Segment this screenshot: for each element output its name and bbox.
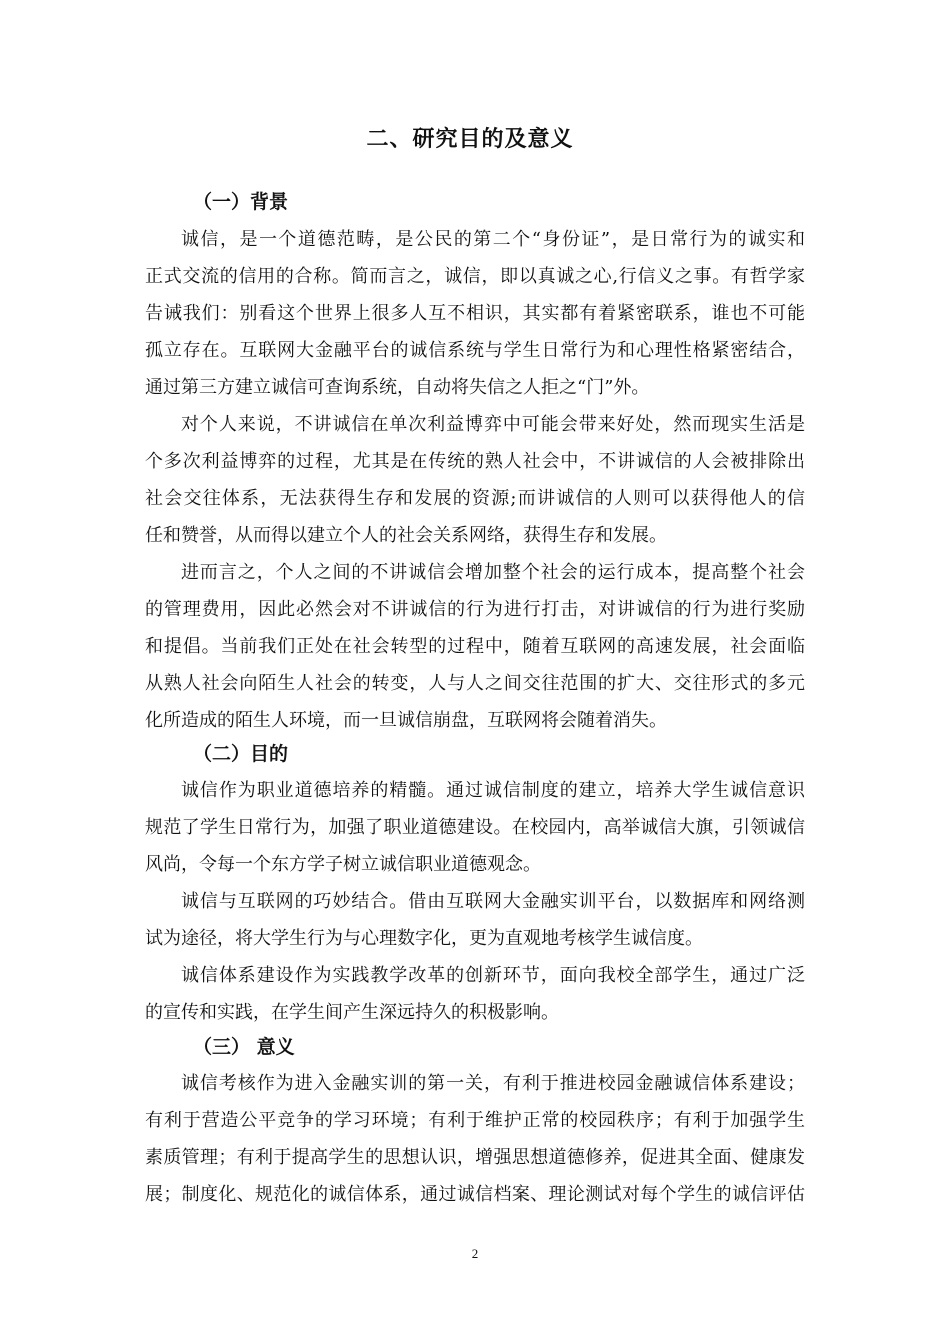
paragraph-line: 的宣传和实践，在学生间产生深远持久的积极影响。 (145, 1002, 559, 1023)
paragraph-line: 进而言之，个人之间的不讲诚信会增加整个社会的运行成本，提高整个社会 (181, 562, 805, 583)
paragraph-line: 规范了学生日常行为，加强了职业道德建设。在校园内，高举诚信大旗，引领诚信 (145, 817, 805, 838)
section-heading-purpose: （二）目的 (193, 743, 289, 765)
paragraph-line: 化所造成的陌生人环境，而一旦诚信崩盘，互联网将会随着消失。 (145, 710, 667, 731)
paragraph-line: 告诫我们：别看这个世界上很多人互不相识，其实都有着紧密联系，谁也不可能 (145, 303, 805, 324)
paragraph-line: 正式交流的信用的合称。简而言之，诚信，即以真诚之心,行信义之事。有哲学家 (145, 266, 805, 287)
paragraph-line: 个多次利益博弈的过程，尤其是在传统的熟人社会中，不讲诚信的人会被排除出 (145, 451, 805, 472)
paragraph-line: 对个人来说，不讲诚信在单次利益博弈中可能会带来好处，然而现实生活是 (181, 414, 805, 435)
paragraph-line: 社会交往体系，无法获得生存和发展的资源;而讲诚信的人则可以获得他人的信 (145, 488, 805, 509)
paragraph-line: 诚信体系建设作为实践教学改革的创新环节，面向我校全部学生，通过广泛 (181, 965, 805, 986)
section-heading-significance: （三） 意义 (193, 1036, 295, 1058)
paragraph-line: 的管理费用，因此必然会对不讲诚信的行为进行打击，对讲诚信的行为进行奖励 (145, 599, 805, 620)
paragraph-line: 试为途径，将大学生行为与心理数字化，更为直观地考核学生诚信度。 (145, 928, 703, 949)
page-number: 2 (471, 1246, 479, 1261)
paragraph-line: 风尚，令每一个东方学子树立诚信职业道德观念。 (145, 854, 541, 875)
paragraph-line: 孤立存在。互联网大金融平台的诚信系统与学生日常行为和心理性格紧密结合， (145, 340, 805, 361)
page-title: 二、研究目的及意义 (366, 127, 574, 152)
paragraph-line: 有利于营造公平竞争的学习环境；有利于维护正常的校园秩序；有利于加强学生 (145, 1110, 805, 1131)
paragraph-line: 从熟人社会向陌生人社会的转变，人与人之间交往范围的扩大、交往形式的多元 (145, 673, 805, 694)
paragraph-line: 任和赞誉，从而得以建立个人的社会关系网络，获得生存和发展。 (145, 525, 667, 546)
section-heading-background: （一）背景 (193, 191, 289, 213)
paragraph-line: 诚信考核作为进入金融实训的第一关，有利于推进校园金融诚信体系建设； (181, 1073, 805, 1094)
paragraph-line: 诚信，是一个道德范畴，是公民的第二个“身份证”，是日常行为的诚实和 (181, 229, 805, 250)
paragraph-line: 展；制度化、规范化的诚信体系，通过诚信档案、理论测试对每个学生的诚信评估 (145, 1184, 805, 1205)
paragraph-line: 素质管理；有利于提高学生的思想认识，增强思想道德修养，促进其全面、健康发 (145, 1147, 805, 1168)
paragraph-line: 通过第三方建立诚信可查询系统，自动将失信之人拒之“门”外。 (145, 377, 650, 398)
paragraph-line: 诚信作为职业道德培养的精髓。通过诚信制度的建立，培养大学生诚信意识 (181, 780, 805, 801)
paragraph-line: 和提倡。当前我们正处在社会转型的过程中，随着互联网的高速发展，社会面临 (145, 636, 805, 657)
paragraph-line: 诚信与互联网的巧妙结合。借由互联网大金融实训平台，以数据库和网络测 (181, 891, 805, 912)
